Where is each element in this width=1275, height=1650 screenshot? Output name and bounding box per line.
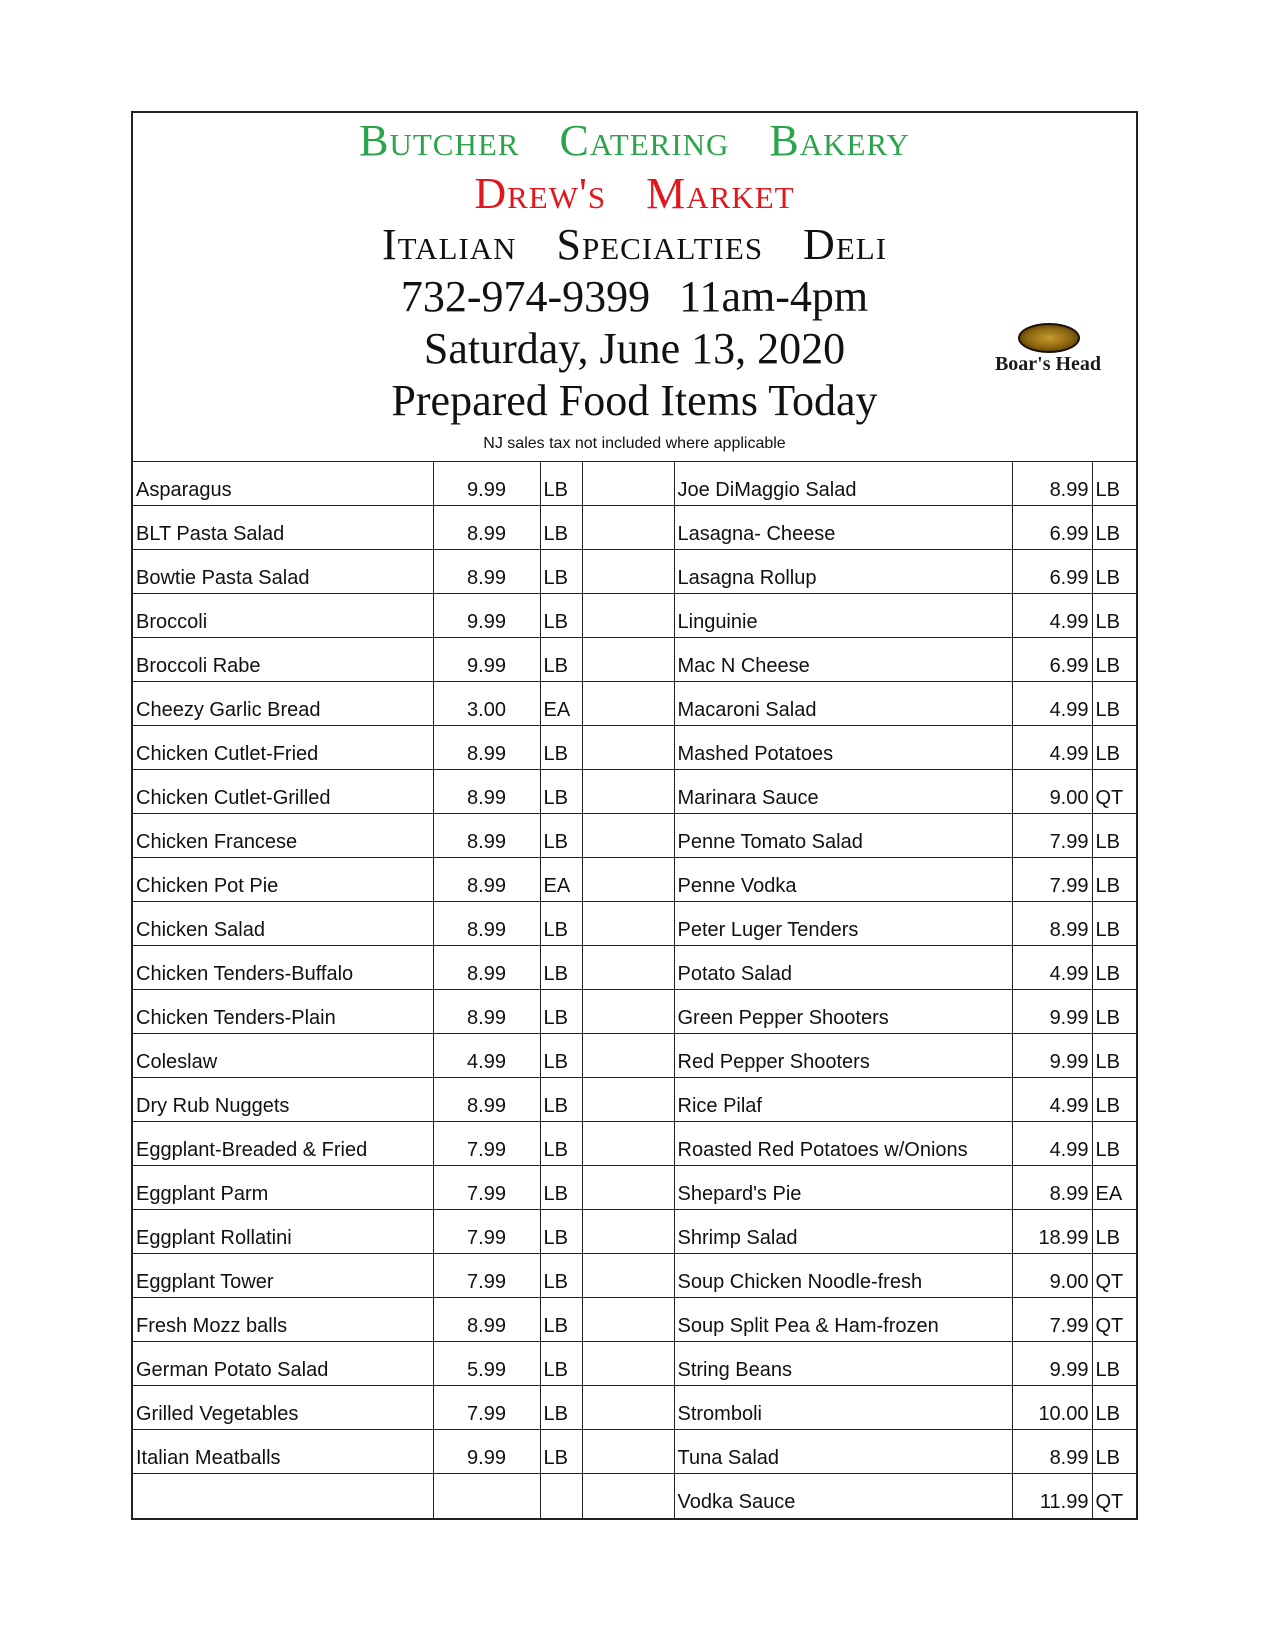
- item-price: 9.00: [1012, 770, 1092, 814]
- item-price: 9.99: [1012, 990, 1092, 1034]
- item-price: 9.00: [1012, 1254, 1092, 1298]
- item-price: 4.99: [1012, 682, 1092, 726]
- item-unit: EA: [540, 858, 582, 902]
- item-price: 8.99: [433, 770, 540, 814]
- item-price: 11.99: [1012, 1474, 1092, 1518]
- spacer-cell: [582, 858, 674, 902]
- item-name: Eggplant Rollatini: [133, 1210, 433, 1254]
- spacer-cell: [582, 990, 674, 1034]
- item-price: 10.00: [1012, 1386, 1092, 1430]
- table-row: [133, 638, 1138, 682]
- item-unit: LB: [540, 638, 582, 682]
- item-price: 8.99: [433, 506, 540, 550]
- item-unit: EA: [1092, 1166, 1138, 1210]
- item-unit: EA: [540, 682, 582, 726]
- item-unit: LB: [540, 1254, 582, 1298]
- item-unit: LB: [540, 990, 582, 1034]
- table-row: [133, 1122, 1138, 1166]
- item-price: 9.99: [1012, 1342, 1092, 1386]
- specialties-line: Italian Specialties Deli: [381, 220, 888, 269]
- item-name: Vodka Sauce: [674, 1474, 1012, 1518]
- item-name: Shepard's Pie: [674, 1166, 1012, 1210]
- table-row: [133, 814, 1138, 858]
- item-price: 6.99: [1012, 506, 1092, 550]
- spacer-cell: [582, 1342, 674, 1386]
- item-unit: LB: [540, 1166, 582, 1210]
- item-price: 7.99: [433, 1254, 540, 1298]
- item-price: 6.99: [1012, 550, 1092, 594]
- item-name: Dry Rub Nuggets: [133, 1078, 433, 1122]
- item-name: Soup Chicken Noodle-fresh: [674, 1254, 1012, 1298]
- spacer-cell: [582, 506, 674, 550]
- table-row: [133, 1342, 1138, 1386]
- item-name: Penne Tomato Salad: [674, 814, 1012, 858]
- item-name: Cheezy Garlic Bread: [133, 682, 433, 726]
- item-unit: LB: [1092, 506, 1138, 550]
- table-row: [133, 946, 1138, 990]
- spacer-cell: [582, 1210, 674, 1254]
- table-row: [133, 902, 1138, 946]
- item-unit: QT: [1092, 1474, 1138, 1518]
- item-unit: LB: [540, 506, 582, 550]
- spacer-cell: [582, 550, 674, 594]
- item-name: Eggplant Tower: [133, 1254, 433, 1298]
- spacer-cell: [582, 1474, 674, 1518]
- spacer-cell: [582, 1298, 674, 1342]
- item-unit: LB: [1092, 682, 1138, 726]
- item-name: Lasagna Rollup: [674, 550, 1012, 594]
- item-unit: LB: [1092, 1210, 1138, 1254]
- boars-head-logo: [988, 323, 1108, 379]
- departments-line: Butcher Catering Bakery: [359, 116, 910, 165]
- item-name: Asparagus: [133, 462, 433, 506]
- table-row: [133, 1078, 1138, 1122]
- item-name: Mashed Potatoes: [674, 726, 1012, 770]
- item-name: Broccoli Rabe: [133, 638, 433, 682]
- item-price: 3.00: [433, 682, 540, 726]
- spacer-cell: [582, 946, 674, 990]
- table-row: [133, 1474, 1138, 1518]
- item-name: String Beans: [674, 1342, 1012, 1386]
- item-name: Chicken Tenders-Plain: [133, 990, 433, 1034]
- boar-icon: [1018, 323, 1080, 353]
- item-unit: LB: [1092, 462, 1138, 506]
- menu-title: Prepared Food Items Today: [391, 376, 878, 425]
- item-price: 7.99: [433, 1166, 540, 1210]
- item-price: 8.99: [1012, 1166, 1092, 1210]
- item-unit: LB: [540, 594, 582, 638]
- item-unit: LB: [1092, 1078, 1138, 1122]
- item-price: 8.99: [1012, 462, 1092, 506]
- item-price: 8.99: [433, 814, 540, 858]
- item-name: [133, 1474, 433, 1518]
- item-unit: LB: [540, 814, 582, 858]
- item-name: Penne Vodka: [674, 858, 1012, 902]
- item-price: 4.99: [1012, 946, 1092, 990]
- item-price: 8.99: [433, 858, 540, 902]
- item-unit: LB: [1092, 858, 1138, 902]
- table-row: [133, 506, 1138, 550]
- spacer-cell: [582, 638, 674, 682]
- item-unit: LB: [1092, 1342, 1138, 1386]
- item-unit: LB: [540, 1078, 582, 1122]
- spacer-cell: [582, 1034, 674, 1078]
- spacer-cell: [582, 1122, 674, 1166]
- item-unit: LB: [1092, 1430, 1138, 1474]
- table-row: [133, 594, 1138, 638]
- item-name: Italian Meatballs: [133, 1430, 433, 1474]
- item-price: 7.99: [433, 1386, 540, 1430]
- item-price: 8.99: [433, 550, 540, 594]
- item-unit: LB: [1092, 1034, 1138, 1078]
- item-price: 4.99: [1012, 1122, 1092, 1166]
- menu-sheet: [131, 111, 1138, 1520]
- item-price: 9.99: [433, 1430, 540, 1474]
- item-price: 7.99: [1012, 858, 1092, 902]
- item-name: Red Pepper Shooters: [674, 1034, 1012, 1078]
- spacer-cell: [582, 726, 674, 770]
- item-unit: LB: [540, 946, 582, 990]
- item-name: Bowtie Pasta Salad: [133, 550, 433, 594]
- item-name: Coleslaw: [133, 1034, 433, 1078]
- item-price: 7.99: [433, 1210, 540, 1254]
- item-price: 5.99: [433, 1342, 540, 1386]
- table-row: [133, 1210, 1138, 1254]
- item-unit: LB: [540, 550, 582, 594]
- item-price: 8.99: [1012, 1430, 1092, 1474]
- item-price: 9.99: [433, 638, 540, 682]
- table-row: [133, 770, 1138, 814]
- table-row: [133, 990, 1138, 1034]
- item-price: 8.99: [433, 1298, 540, 1342]
- item-unit: LB: [540, 462, 582, 506]
- item-unit: LB: [540, 1386, 582, 1430]
- item-price: 6.99: [1012, 638, 1092, 682]
- item-name: Soup Split Pea & Ham-frozen: [674, 1298, 1012, 1342]
- table-row: [133, 1254, 1138, 1298]
- spacer-cell: [582, 770, 674, 814]
- item-price: 9.99: [1012, 1034, 1092, 1078]
- item-price: 8.99: [433, 946, 540, 990]
- item-name: Chicken Francese: [133, 814, 433, 858]
- item-unit: LB: [1092, 550, 1138, 594]
- item-name: Shrimp Salad: [674, 1210, 1012, 1254]
- item-name: Potato Salad: [674, 946, 1012, 990]
- item-name: Peter Luger Tenders: [674, 902, 1012, 946]
- item-unit: LB: [1092, 946, 1138, 990]
- item-price: 7.99: [1012, 814, 1092, 858]
- item-name: Broccoli: [133, 594, 433, 638]
- item-name: German Potato Salad: [133, 1342, 433, 1386]
- item-unit: LB: [540, 1342, 582, 1386]
- table-row: [133, 726, 1138, 770]
- item-price: 4.99: [1012, 594, 1092, 638]
- item-name: Joe DiMaggio Salad: [674, 462, 1012, 506]
- item-name: Stromboli: [674, 1386, 1012, 1430]
- spacer-cell: [582, 682, 674, 726]
- item-name: Eggplant Parm: [133, 1166, 433, 1210]
- item-name: Chicken Tenders-Buffalo: [133, 946, 433, 990]
- item-name: Fresh Mozz balls: [133, 1298, 433, 1342]
- item-unit: LB: [1092, 1386, 1138, 1430]
- item-price: 8.99: [433, 1078, 540, 1122]
- item-price: 9.99: [433, 462, 540, 506]
- table-row: [133, 1034, 1138, 1078]
- item-unit: LB: [540, 1122, 582, 1166]
- item-unit: LB: [540, 1034, 582, 1078]
- item-price: 9.99: [433, 594, 540, 638]
- table-row: [133, 1386, 1138, 1430]
- item-name: Chicken Pot Pie: [133, 858, 433, 902]
- spacer-cell: [582, 1166, 674, 1210]
- item-price: 18.99: [1012, 1210, 1092, 1254]
- spacer-cell: [582, 594, 674, 638]
- table-row: [133, 462, 1138, 506]
- item-unit: QT: [1092, 770, 1138, 814]
- item-name: Eggplant-Breaded & Fried: [133, 1122, 433, 1166]
- item-price: 4.99: [1012, 726, 1092, 770]
- item-price: [433, 1474, 540, 1518]
- item-unit: LB: [1092, 814, 1138, 858]
- item-unit: LB: [1092, 726, 1138, 770]
- item-unit: LB: [1092, 1122, 1138, 1166]
- item-unit: LB: [540, 1430, 582, 1474]
- item-price: 8.99: [433, 990, 540, 1034]
- item-name: Chicken Cutlet-Fried: [133, 726, 433, 770]
- item-name: Chicken Salad: [133, 902, 433, 946]
- phone-hours: 732-974-9399 11am-4pm: [400, 272, 869, 321]
- spacer-cell: [582, 1430, 674, 1474]
- spacer-cell: [582, 1254, 674, 1298]
- item-unit: LB: [540, 902, 582, 946]
- spacer-cell: [582, 462, 674, 506]
- item-name: Roasted Red Potatoes w/Onions: [674, 1122, 1012, 1166]
- item-unit: QT: [1092, 1298, 1138, 1342]
- spacer-cell: [582, 814, 674, 858]
- item-price: 7.99: [1012, 1298, 1092, 1342]
- item-price: 7.99: [433, 1122, 540, 1166]
- item-unit: LB: [1092, 638, 1138, 682]
- item-name: BLT Pasta Salad: [133, 506, 433, 550]
- table-row: [133, 858, 1138, 902]
- item-unit: [540, 1474, 582, 1518]
- item-name: Rice Pilaf: [674, 1078, 1012, 1122]
- item-unit: LB: [540, 1298, 582, 1342]
- item-name: Green Pepper Shooters: [674, 990, 1012, 1034]
- menu-header: [133, 113, 1136, 461]
- logo-text: Boar's Head: [994, 353, 1102, 375]
- menu-date: Saturday, June 13, 2020: [423, 324, 846, 373]
- item-price: 4.99: [1012, 1078, 1092, 1122]
- item-unit: LB: [1092, 594, 1138, 638]
- item-unit: LB: [1092, 902, 1138, 946]
- item-price: 8.99: [433, 902, 540, 946]
- tax-note: NJ sales tax not included where applicable: [483, 435, 786, 452]
- item-price: 8.99: [1012, 902, 1092, 946]
- item-name: Lasagna- Cheese: [674, 506, 1012, 550]
- spacer-cell: [582, 1078, 674, 1122]
- item-unit: LB: [1092, 990, 1138, 1034]
- item-name: Mac N Cheese: [674, 638, 1012, 682]
- item-price: 4.99: [433, 1034, 540, 1078]
- table-row: [133, 682, 1138, 726]
- item-unit: LB: [540, 1210, 582, 1254]
- menu-table: [133, 461, 1138, 1518]
- item-name: Macaroni Salad: [674, 682, 1012, 726]
- table-row: [133, 1430, 1138, 1474]
- table-row: [133, 1298, 1138, 1342]
- item-price: 8.99: [433, 726, 540, 770]
- item-unit: QT: [1092, 1254, 1138, 1298]
- spacer-cell: [582, 1386, 674, 1430]
- item-name: Grilled Vegetables: [133, 1386, 433, 1430]
- item-unit: LB: [540, 726, 582, 770]
- table-row: [133, 1166, 1138, 1210]
- item-name: Marinara Sauce: [674, 770, 1012, 814]
- table-row: [133, 550, 1138, 594]
- spacer-cell: [582, 902, 674, 946]
- item-name: Chicken Cutlet-Grilled: [133, 770, 433, 814]
- item-unit: LB: [540, 770, 582, 814]
- store-name: Drew's Market: [474, 169, 795, 218]
- item-name: Linguinie: [674, 594, 1012, 638]
- item-name: Tuna Salad: [674, 1430, 1012, 1474]
